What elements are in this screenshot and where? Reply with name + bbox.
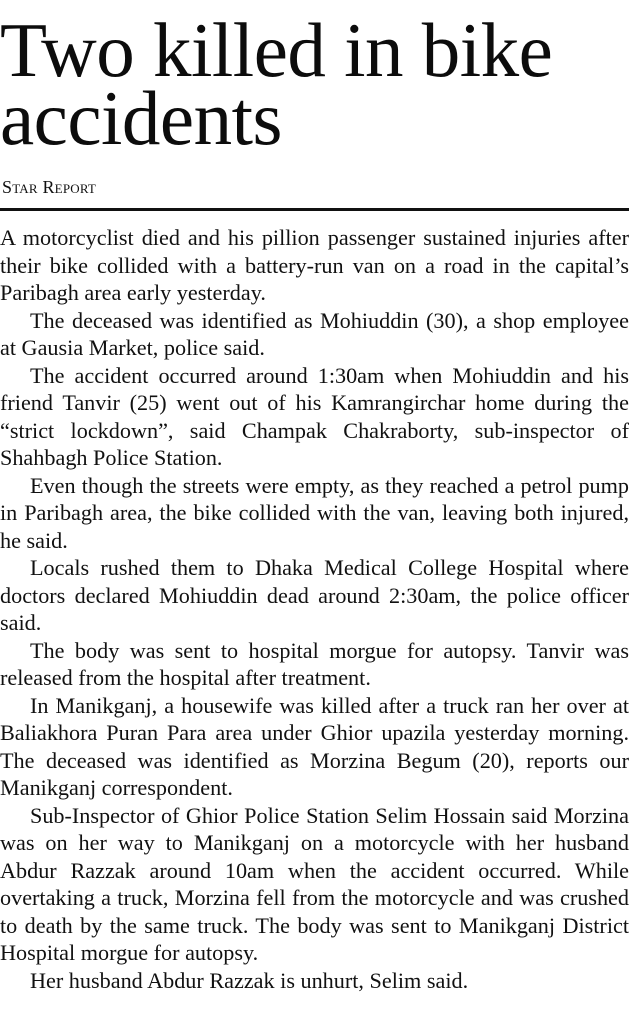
paragraph-8: Sub-Inspector of Ghior Police Station Selim Hossain said Morzina was on her way to Manikganj on a motorcycle with her husband Abdur Razzak around 10am when the accident occurred. While overtaking a truck, Morzina fell from the motorcycle and was crushed to death by the same truck. The body was sent to Manikganj District Hospital morgue for autopsy. (0, 802, 629, 965)
article-body (0, 224, 629, 994)
paragraph-2: The deceased was identified as Mohiuddin (30), a shop employee at Gausia Market, police said. (0, 307, 629, 360)
paragraph-6: The body was sent to hospital morgue for autopsy. Tanvir was released from the hospital after treatment. (0, 637, 629, 690)
paragraph-5: Locals rushed them to Dhaka Medical College Hospital where doctors declared Mohiuddin dead around 2:30am, the police officer said. (0, 555, 629, 635)
paragraph-4: Even though the streets were empty, as they reached a petrol pump in Paribagh area, the bike collided with the van, leaving both injured, he said. (0, 472, 629, 553)
paragraph-9: Her husband Abdur Razzak is unhurt, Selim said. (30, 967, 469, 993)
paragraph-3: The accident occurred around 1:30am when Mohiuddin and his friend Tanvir (25) went out of his Kamrangirchar home during the “strict lockdown”, said Champak Chakraborty, sub-inspector of Shahbagh Police Station. (0, 362, 629, 470)
paragraph-7: In Manikganj, a housewife was killed after a truck ran her over at Baliakhora Puran Para area under Ghior upazila yesterday morning. The deceased was identified as Morzina Begum (20), reports our Manikganj correspondent. (0, 692, 629, 800)
headline: Two killed in bike accidents (0, 7, 553, 161)
paragraph-1: A motorcyclist died and his pillion passenger sustained injuries after their bike collided with a battery-run van on a road in the capital’s Paribagh area early yesterday. (0, 225, 629, 305)
byline: Star Report (2, 177, 97, 197)
byline-divider (0, 208, 629, 211)
